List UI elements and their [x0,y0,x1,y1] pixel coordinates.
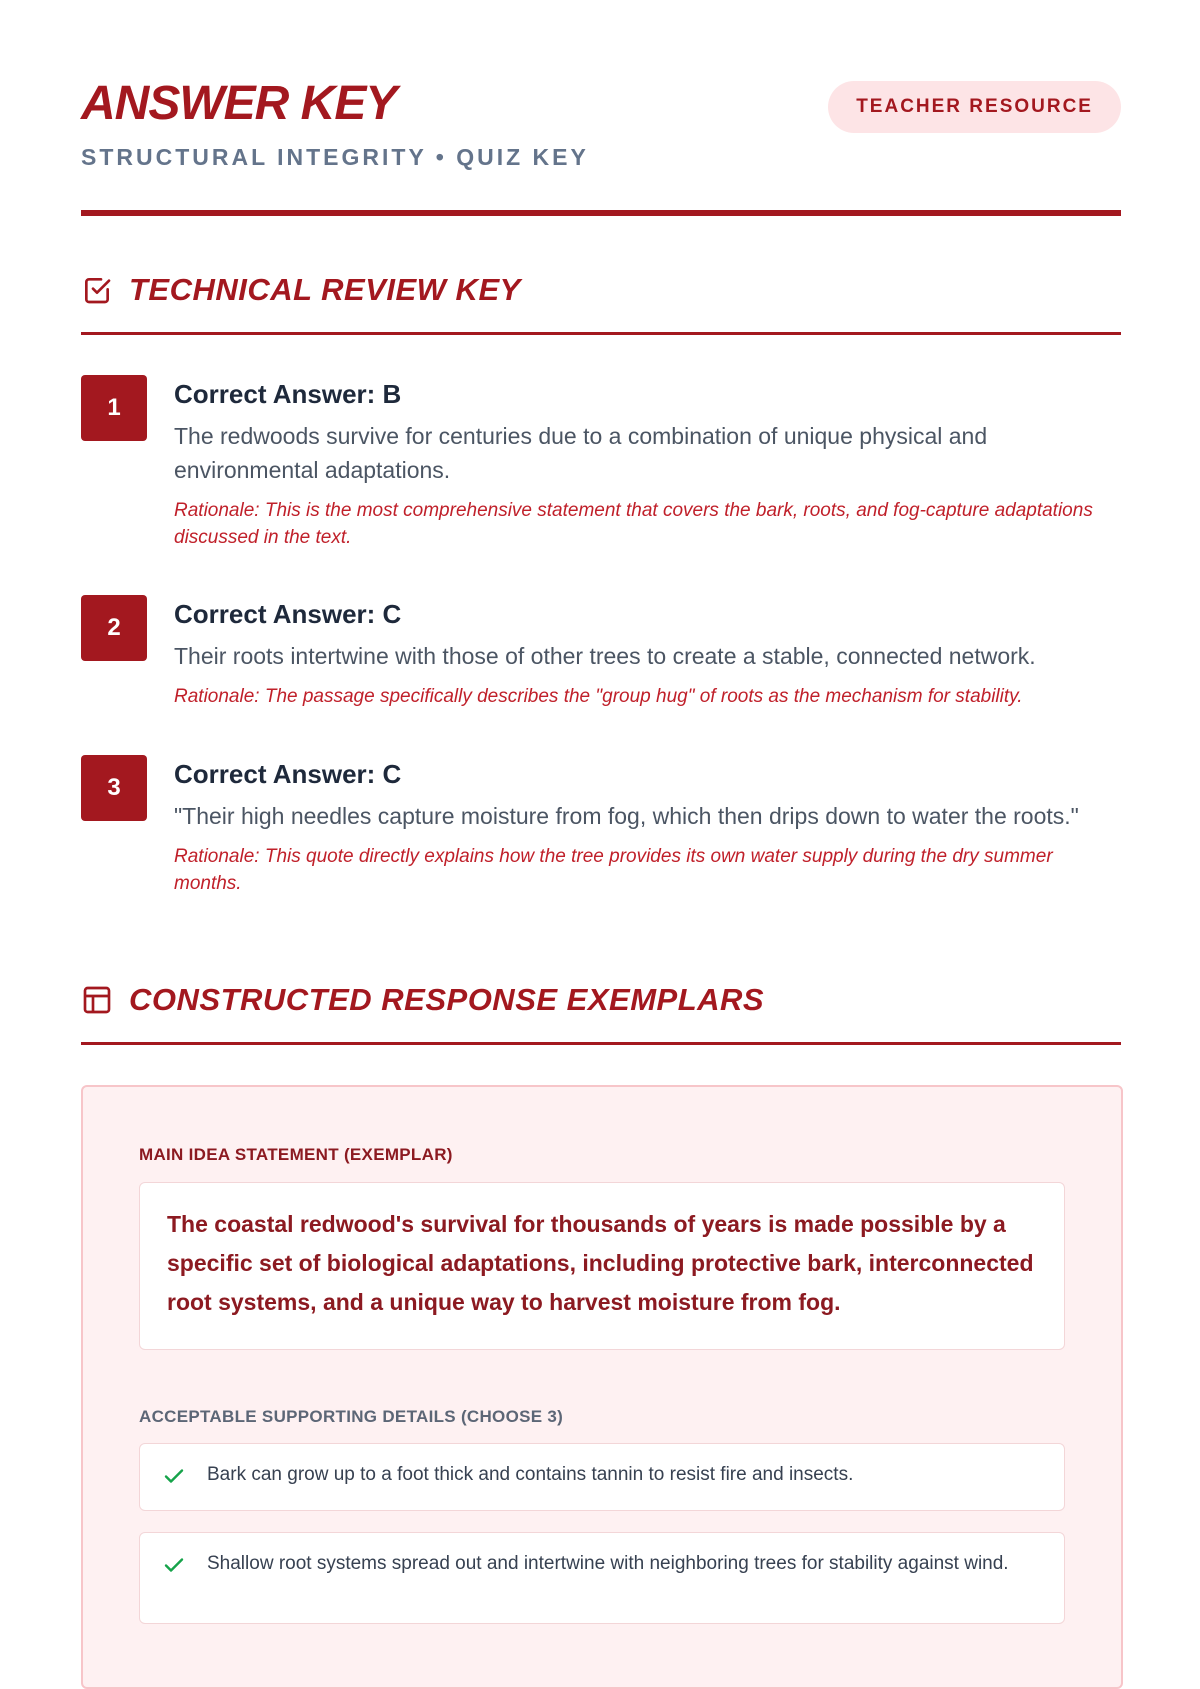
answer-rationale: Rationale: The passage specifically describes the "group hug" of roots as the mechanism for stability. [174,686,1023,707]
correct-answer: Correct Answer: C [174,759,402,789]
answer-text: The redwoods survive for centuries due to a combination of unique physical and environmental adaptations. [174,423,988,483]
answer-text: Their roots intertwine with those of other trees to create a stable, connected network. [174,643,1036,669]
layout-icon [81,984,113,1016]
header-divider [81,210,1121,216]
answer-rationale: Rationale: This quote directly explains how the tree provides its own water supply during the dry summer months. [174,846,1053,894]
answer-number-badge: 2 [81,595,147,661]
answer-text: "Their high needles capture moisture from fog, which then drips down to water the roots." [174,803,1079,829]
section-title: TECHNICAL REVIEW KEY [129,272,521,307]
constructed-response-heading [81,976,1121,1045]
correct-answer: Correct Answer: C [174,599,402,629]
section-title: CONSTRUCTED RESPONSE EXEMPLARS [129,982,765,1017]
page-subtitle: STRUCTURAL INTEGRITY • QUIZ KEY [81,144,589,170]
supporting-detail-item [139,1532,1065,1624]
main-idea-text: The coastal redwood's survival for thousands of years is made possible by a specific set of biological adaptations, including protective bark, interconnected root systems, and a unique way to harvest moisture from fog. [167,1211,1034,1315]
check-icon [162,1464,186,1488]
answer-rationale: Rationale: This is the most comprehensive statement that covers the bark, roots, and fog-capture adaptations discussed in the text. [174,500,1093,548]
main-idea-label: MAIN IDEA STATEMENT (EXEMPLAR) [139,1145,453,1164]
supporting-detail-item [139,1443,1065,1511]
supporting-detail-text: Shallow root systems spread out and intertwine with neighboring trees for stability against wind. [207,1553,1009,1574]
page-title: ANSWER KEY [81,77,397,130]
supporting-detail-text: Bark can grow up to a foot thick and contains tannin to resist fire and insects. [207,1464,854,1485]
exemplar-panel [81,1085,1123,1689]
page-header [81,70,1121,171]
supporting-details-label: ACCEPTABLE SUPPORTING DETAILS (CHOOSE 3) [139,1407,564,1426]
check-icon [162,1553,186,1577]
main-idea-box [139,1182,1065,1350]
checkbox-icon [81,274,113,306]
technical-review-heading [81,266,1121,335]
teacher-resource-badge: TEACHER RESOURCE [828,81,1121,133]
correct-answer: Correct Answer: B [174,379,402,409]
answer-number-badge: 1 [81,375,147,441]
answer-number-badge: 3 [81,755,147,821]
